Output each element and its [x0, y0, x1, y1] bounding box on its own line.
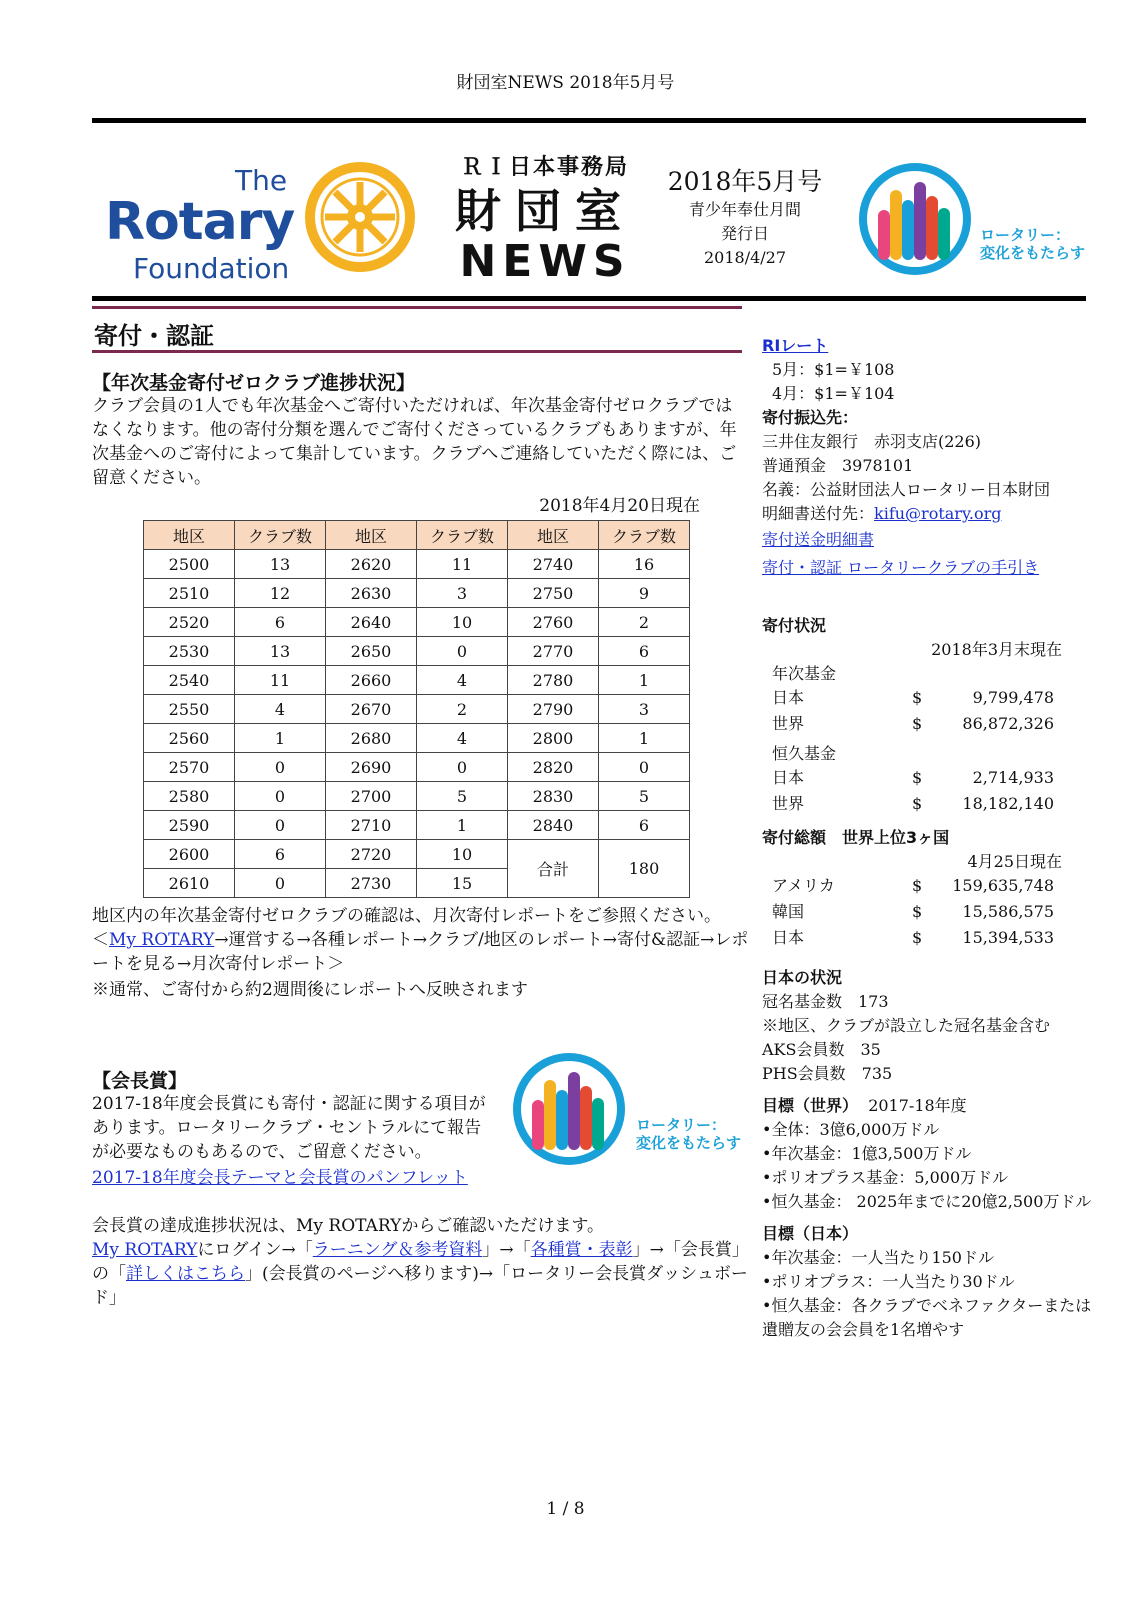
goal-item: •ポリオプラス：一人当たり30ドル	[762, 1272, 1015, 1291]
amount-label: アメリカ	[772, 876, 835, 895]
top3-title: 寄付総額 世界上位3ヶ国	[762, 828, 950, 847]
named-note: ※地区、クラブが設立した冠名基金含む	[762, 1016, 1051, 1035]
total-value: 180	[599, 840, 690, 898]
table-cell: 10	[417, 840, 508, 869]
amount-amount: 9,799,478	[972, 688, 1054, 707]
table-cell: 6	[235, 840, 326, 869]
guide-link[interactable]: 寄付・認証 ロータリークラブの手引き	[762, 558, 1040, 577]
issue-info	[660, 162, 830, 270]
issued-label: 発行日	[720, 224, 769, 243]
table-cell: 0	[599, 753, 690, 782]
col-header: 地区	[144, 521, 235, 550]
table-cell: 2710	[326, 811, 417, 840]
my-rotary-link[interactable]: My ROTARY	[92, 1240, 198, 1260]
issue-number: 2018年5月号	[667, 167, 823, 196]
amount-row	[762, 900, 1092, 926]
zero-clubs-heading: 【年次基金寄付ゼロクラブ進捗状況】	[92, 372, 416, 394]
table-cell: 6	[599, 811, 690, 840]
amount-amount: 2,714,933	[972, 768, 1054, 787]
table-cell: 0	[235, 782, 326, 811]
amount-cur: $	[912, 928, 923, 947]
table-cell: 2530	[144, 637, 235, 666]
table-cell: 2640	[326, 608, 417, 637]
table-cell: 2590	[144, 811, 235, 840]
top3-as-of: 4月25日現在	[967, 852, 1062, 871]
table-cell: 16	[599, 550, 690, 579]
rotary-wheel-icon	[305, 162, 415, 272]
table-cell: 2790	[508, 695, 599, 724]
nav-text: 」→「	[482, 1240, 531, 1260]
table-cell: 2500	[144, 550, 235, 579]
bank-name: 三井住友銀行 赤羽支店(226)	[762, 432, 982, 451]
amount-label: 日本	[772, 928, 805, 947]
amount-label: 日本	[772, 768, 805, 787]
table-cell: 5	[417, 782, 508, 811]
my-rotary-link[interactable]: My ROTARY	[109, 930, 215, 950]
goal-item: •全体：3億6,000万ドル	[762, 1120, 940, 1139]
table-cell: 2730	[326, 869, 417, 898]
newsletter-masthead	[455, 150, 635, 287]
amount-row	[762, 712, 1092, 738]
note-prefix: ＜	[92, 930, 109, 950]
table-cell: 9	[599, 579, 690, 608]
news-title: NEWS	[459, 236, 631, 287]
goal-item: •年次基金：1億3,500万ドル	[762, 1144, 972, 1163]
section-top-bar	[92, 306, 742, 309]
statement-label: 明細書送付先：	[762, 504, 875, 523]
table-cell: 15	[417, 869, 508, 898]
amount-cur: $	[912, 876, 923, 895]
rate-apr: 4月：$1=￥104	[772, 384, 895, 403]
table-cell: 2550	[144, 695, 235, 724]
amount-label: 世界	[772, 714, 805, 733]
presidential-pamphlet-link	[92, 1166, 468, 1190]
table-cell: 0	[417, 753, 508, 782]
zero-note-2	[92, 928, 752, 976]
table-cell: 1	[417, 811, 508, 840]
amount-cur: $	[912, 902, 923, 921]
col-header: クラブ数	[417, 521, 508, 550]
table-cell: 6	[235, 608, 326, 637]
table-cell: 2690	[326, 753, 417, 782]
account-number: 普通預金 3978101	[762, 456, 914, 475]
table-row	[144, 811, 690, 840]
presidential-text: 2017-18年度会長賞にも寄付・認証に関する項目があります。ロータリークラブ・セントラルにて報告が必要なものもあるので、ご留意ください。	[92, 1094, 486, 1162]
table-cell: 2780	[508, 666, 599, 695]
theme-badge-icon	[510, 1050, 628, 1168]
table-cell: 2610	[144, 869, 235, 898]
email-link[interactable]: kifu@rotary.org	[874, 504, 1002, 523]
amount-label: 世界	[772, 794, 805, 813]
amount-row	[762, 686, 1092, 712]
zero-clubs-intro: クラブ会員の1人でも年次基金へご寄付いただければ、年次基金寄付ゼロクラブではなくなります。他の寄付分類を選んでご寄付くださっているクラブもありますが、年次基金へのご寄付によって集計しています。クラブへご連絡していただく際には、ご留意ください。	[92, 396, 737, 488]
statement-address	[762, 502, 1092, 526]
learning-link[interactable]: ラーニング＆参考資料	[312, 1240, 483, 1260]
table-cell: 1	[599, 724, 690, 753]
header-bottom-rule	[92, 296, 1086, 301]
theme-badge-icon	[856, 160, 974, 278]
status-title: 寄付状況	[762, 616, 827, 635]
nav-text: 」(会長賞のページへ移ります)→「ロータリー会長賞ダッシュボード」	[92, 1264, 748, 1308]
japan-title: 日本の状況	[762, 968, 843, 987]
zero-clubs-table	[143, 520, 690, 898]
table-cell: 2670	[326, 695, 417, 724]
table-cell: 2770	[508, 637, 599, 666]
amount-row	[762, 874, 1092, 900]
table-cell: 11	[235, 666, 326, 695]
amount-amount: 159,635,748	[952, 876, 1054, 895]
amount-cur: $	[912, 714, 923, 733]
table-cell: 3	[417, 579, 508, 608]
table-row	[144, 666, 690, 695]
office-dept: 財団室	[455, 184, 635, 238]
section-bottom-bar	[92, 350, 742, 353]
table-cell: 2	[599, 608, 690, 637]
table-row	[144, 753, 690, 782]
table-cell: 3	[599, 695, 690, 724]
issued-date: 2018/4/27	[703, 248, 787, 267]
total-label: 合計	[508, 840, 599, 898]
table-cell: 6	[599, 637, 690, 666]
sidebar	[762, 334, 1092, 1342]
named-funds: 冠名基金数 173	[762, 992, 889, 1011]
pamphlet-link[interactable]: 2017-18年度会長テーマと会長賞のパンフレット	[92, 1168, 468, 1188]
annual-fund-label: 年次基金	[772, 664, 837, 683]
amount-row	[762, 792, 1092, 818]
amount-cur: $	[912, 794, 923, 813]
table-row	[144, 695, 690, 724]
details-link[interactable]: 詳しくはこちら	[126, 1264, 245, 1284]
logo-foundation: Foundation	[133, 252, 290, 285]
goal-world-title: 目標（世界）	[762, 1096, 859, 1115]
table-cell: 0	[235, 869, 326, 898]
table-cell: 2570	[144, 753, 235, 782]
amount-label: 韓国	[772, 902, 805, 921]
table-row	[144, 724, 690, 753]
table-cell: 12	[235, 579, 326, 608]
aks-count: AKS会員数 35	[762, 1040, 881, 1059]
table-cell: 2560	[144, 724, 235, 753]
col-header: 地区	[508, 521, 599, 550]
goal-item: •恒久基金： 2025年までに20億2,500万ドル	[762, 1192, 1092, 1211]
amount-row	[762, 766, 1092, 792]
table-cell: 2620	[326, 550, 417, 579]
goal-item: •年次基金：一人当たり150ドル	[762, 1248, 994, 1267]
amount-amount: 86,872,326	[962, 714, 1054, 733]
table-cell: 10	[417, 608, 508, 637]
table-cell: 2840	[508, 811, 599, 840]
presidential-progress: 会長賞の達成進捗状況は、My ROTARYからご確認いただけます。	[92, 1216, 604, 1236]
page-number: 1 / 8	[546, 1499, 585, 1519]
col-header: 地区	[326, 521, 417, 550]
table-cell: 2510	[144, 579, 235, 608]
table-cell: 2580	[144, 782, 235, 811]
logo-rotary: Rotary	[105, 192, 295, 252]
phs-count: PHS会員数 735	[762, 1064, 893, 1083]
goal-item: •ポリオプラス基金：5,000万ドル	[762, 1168, 1009, 1187]
table-cell: 2520	[144, 608, 235, 637]
badge-caption: ロータリー： 変化をもたらす	[980, 226, 1086, 262]
ri-rate-link[interactable]: RIレート	[762, 336, 829, 355]
table-cell: 2660	[326, 666, 417, 695]
section-title: 寄付・認証	[94, 322, 214, 350]
table-cell: 13	[235, 637, 326, 666]
table-cell: 1	[235, 724, 326, 753]
amount-amount: 15,394,533	[962, 928, 1054, 947]
table-cell: 2820	[508, 753, 599, 782]
zero-note-1: 地区内の年次基金寄付ゼロクラブの確認は、月次寄付レポートをご参照ください。	[92, 906, 721, 926]
status-as-of: 2018年3月末現在	[931, 640, 1062, 659]
table-row	[144, 550, 690, 579]
table-row	[144, 608, 690, 637]
goal-japan-title: 目標（日本）	[762, 1224, 859, 1243]
logo-the: The	[235, 164, 288, 197]
table-cell: 1	[599, 666, 690, 695]
amount-amount: 18,182,140	[962, 794, 1054, 813]
table-cell: 13	[235, 550, 326, 579]
table-cell: 4	[235, 695, 326, 724]
rate-may: 5月：$1=￥108	[772, 360, 895, 379]
office-name: ＲＩ日本事務局	[460, 155, 629, 180]
table-cell: 2720	[326, 840, 417, 869]
goal-item: •恒久基金：各クラブでベネファクターまたは遺贈友の会会員を1名増やす	[762, 1296, 1092, 1339]
goal-world-heading	[762, 1094, 1092, 1118]
col-header: クラブ数	[235, 521, 326, 550]
table-cell: 2680	[326, 724, 417, 753]
transfer-title: 寄付振込先：	[762, 408, 859, 427]
header-top-rule	[92, 118, 1086, 123]
endowment-label: 恒久基金	[772, 744, 837, 763]
statement-form-link[interactable]: 寄付送金明細書	[762, 530, 875, 549]
running-title: 財団室NEWS 2018年5月号	[456, 73, 675, 93]
zero-note-3: ※通常、ご寄付から約2週間後にレポートへ反映されます	[92, 980, 528, 1000]
table-cell: 2740	[508, 550, 599, 579]
table-cell: 2830	[508, 782, 599, 811]
month-theme: 青少年奉仕月間	[688, 200, 801, 219]
table-row	[144, 637, 690, 666]
table-cell: 2540	[144, 666, 235, 695]
col-header: クラブ数	[599, 521, 690, 550]
table-cell: 4	[417, 666, 508, 695]
note-path: →運営する→各種レポート→クラブ/地区のレポート→寄付&認証→レポートを見る→月次寄付レポート＞	[92, 930, 749, 974]
nav-text: 」→「会長賞」の「	[92, 1240, 749, 1284]
table-cell: 0	[235, 753, 326, 782]
table-row	[144, 782, 690, 811]
table-cell: 4	[417, 724, 508, 753]
table-cell: 2650	[326, 637, 417, 666]
table-cell: 11	[417, 550, 508, 579]
amount-cur: $	[912, 768, 923, 787]
nav-text: にログイン→「	[197, 1240, 313, 1260]
table-as-of: 2018年4月20日現在	[539, 496, 700, 516]
awards-link[interactable]: 各種賞・表彰	[530, 1240, 633, 1260]
table-cell: 2760	[508, 608, 599, 637]
amount-amount: 15,586,575	[962, 902, 1054, 921]
table-header-row	[144, 521, 690, 550]
amount-row	[762, 926, 1092, 952]
table-row	[144, 579, 690, 608]
goal-world-year: 2017-18年度	[868, 1096, 967, 1115]
table-cell: 2630	[326, 579, 417, 608]
table-cell: 5	[599, 782, 690, 811]
table-cell: 0	[417, 637, 508, 666]
presidential-nav	[92, 1238, 752, 1310]
table-cell: 2750	[508, 579, 599, 608]
amount-label: 日本	[772, 688, 805, 707]
table-cell: 2800	[508, 724, 599, 753]
table-cell: 0	[235, 811, 326, 840]
account-holder: 名義：公益財団法人ロータリー日本財団	[762, 480, 1051, 499]
presidential-heading: 【会長賞】	[92, 1070, 188, 1092]
table-cell: 2600	[144, 840, 235, 869]
table-cell: 2	[417, 695, 508, 724]
table-row	[144, 840, 690, 869]
badge-caption: ロータリー： 変化をもたらす	[636, 1116, 742, 1152]
table-cell: 2700	[326, 782, 417, 811]
amount-cur: $	[912, 688, 923, 707]
